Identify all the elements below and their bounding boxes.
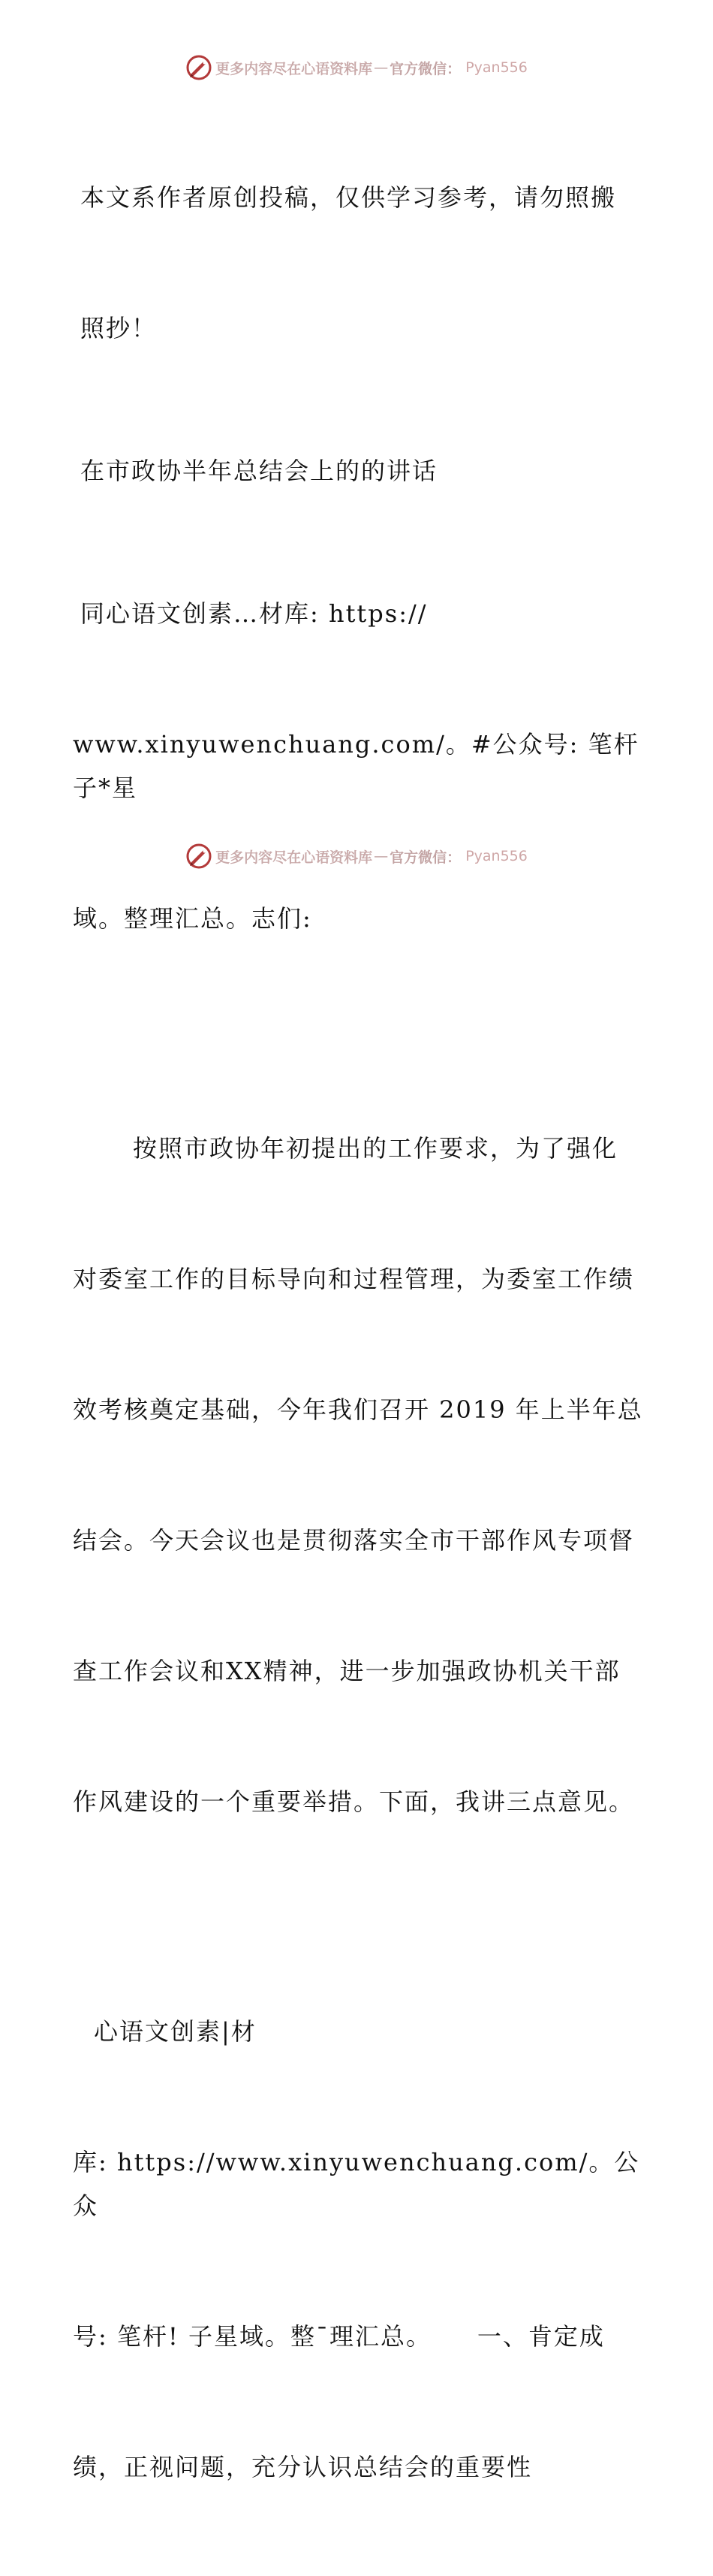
banner-brand: 更多内容尽在心语资料库: [215, 60, 373, 77]
body-line: 作风建设的一个重要举措。下面，我讲三点意见。: [73, 1787, 635, 1816]
banner-wechat-label: 官方微信：: [390, 60, 462, 77]
body-line: 对委室工作的目标导向和过程管理，为委室工作绩: [73, 1265, 635, 1293]
source-line: 心语文创素|材: [94, 2017, 257, 2046]
banner-wechat-id: Pyan556: [465, 59, 528, 76]
source-line: 号: 笔杆! 子星域。整¯理汇总。 一、肯定成: [73, 2322, 605, 2351]
document-title: 在市政协半年总结会上的的讲话: [80, 457, 438, 485]
banner-wechat-id: Pyan556: [465, 848, 528, 864]
source-line: 同心语文创素…材库: https://: [80, 599, 428, 628]
body-line: 查工作会议和XX精神，进一步加强政协机关干部: [73, 1657, 621, 1685]
banner-wechat-label: 官方微信：: [390, 849, 462, 866]
body-line: 按照市政协年初提出的工作要求，为了强化: [133, 1134, 618, 1163]
source-paragraph-2: [73, 1923, 643, 2576]
banner-dash: —: [374, 59, 389, 76]
banner-brand: 更多内容尽在心语资料库: [215, 849, 373, 866]
source-line: 绩，正视问题，充分认识总结会的重要性: [73, 2453, 533, 2481]
source-line: 域。整理汇总。志们:: [73, 904, 312, 933]
footer-banner: [0, 841, 713, 871]
header-banner: [0, 53, 713, 83]
banner-dash: —: [374, 848, 389, 864]
source-paragraph: [73, 505, 643, 1027]
note-line: 本文系作者原创投稿，仅供学习参考，请勿照搬: [80, 183, 617, 212]
body-line: 结会。今天会议也是贯彻落实全市干部作风专项督: [73, 1526, 635, 1555]
body-line: 效考核奠定基础，今年我们召开 2019 年上半年总: [73, 1395, 643, 1424]
copyright-note: [73, 89, 643, 437]
document-body: [73, 89, 643, 2576]
source-line: www.xinyuwenchuang.com/。#公众号: 笔杆子*星: [73, 730, 639, 802]
pen-logo-icon: [185, 843, 212, 870]
note-line: 照抄！: [80, 314, 158, 342]
body-paragraph: [73, 1039, 643, 1911]
pen-logo-icon: [185, 54, 212, 81]
source-line: 库: https://www.xinyuwenchuang.com/。公众: [73, 2148, 640, 2220]
